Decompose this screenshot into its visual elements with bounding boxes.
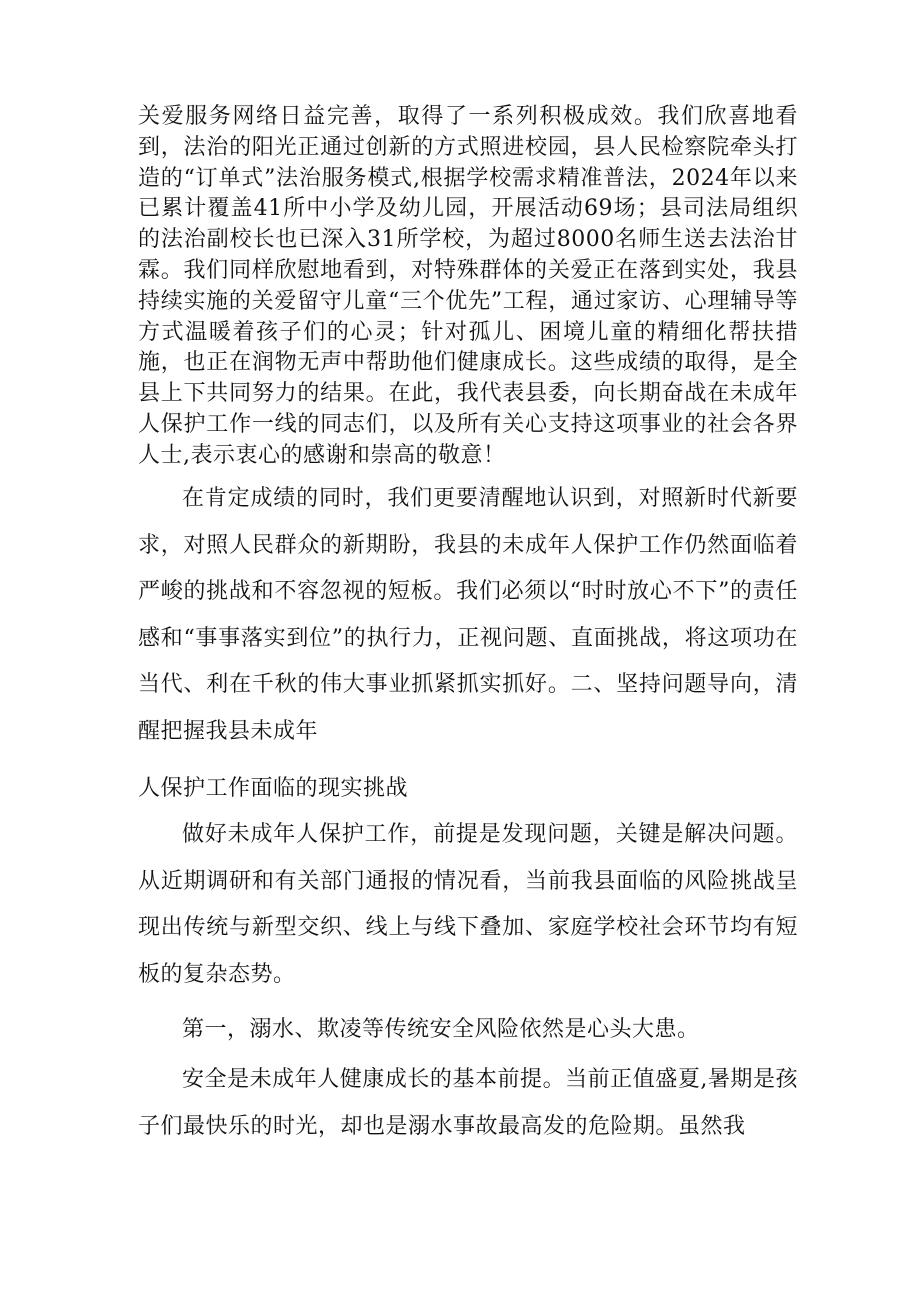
- paragraph-safety: 安全是未成年人健康成长的基本前提。当前正值盛夏,暑期是孩子们最快乐的时光，却也是溺水事故最高发的危险期。虽然我: [138, 1067, 798, 1139]
- paragraph-problem-overview: 做好未成年人保护工作，前提是发现问题，关键是解决问题。从近期调研和有关部门通报的情况看，当前我县面临的风险挑战呈现出传统与新型交织、线上与线下叠加、家庭学校社会环节均有短板的复杂态势。: [138, 822, 798, 987]
- section-heading-continuation: 人保护工作面临的现实挑战: [138, 776, 409, 801]
- paragraph-first-point: 第一，溺水、欺凌等传统安全风险依然是心头大患。: [182, 1017, 700, 1042]
- paragraph-achievements: 关爱服务网络日益完善，取得了一系列积极成效。我们欣喜地看到，法治的阳光正通过创新的方式照进校园，县人民检察院牵头打造的“订单式”法治服务模式,根据学校需求精准普法，2024年以来已累计覆盖41所中小学及幼儿园，开展活动69场；县司法局组织的法治副校长也已深入31所学校，为超过8000名师生送去法治甘霖。我们同样欣慰地看到，对特殊群体的关爱正在落到实处，我县持续实施的关爱留守儿童“三个优先”工程，通过家访、心理辅导等方式温暖着孩子们的心灵；针对孤儿、困境儿童的精细化帮扶措施，也正在润物无声中帮助他们健康成长。这些成绩的取得，是全县上下共同努力的结果。在此，我代表县委，向长期奋战在未成年人保护工作一线的同志们，以及所有关心支持这项事业的社会各界人士,表示衷心的感谢和崇高的敬意！: [138, 104, 798, 468]
- paragraph-challenges-intro: 在肯定成绩的同时，我们更要清醒地认识到，对照新时代新要求，对照人民群众的新期盼，我县的未成年人保护工作仍然面临着严峻的挑战和不容忽视的短板。我们必须以“时时放心不下”的责任感和“事事落实到位”的执行力，正视问题、直面挑战，将这项功在当代、利在千秋的伟大事业抓紧抓实抓好。二、坚持问题导向，清醒把握我县未成年: [138, 486, 798, 744]
